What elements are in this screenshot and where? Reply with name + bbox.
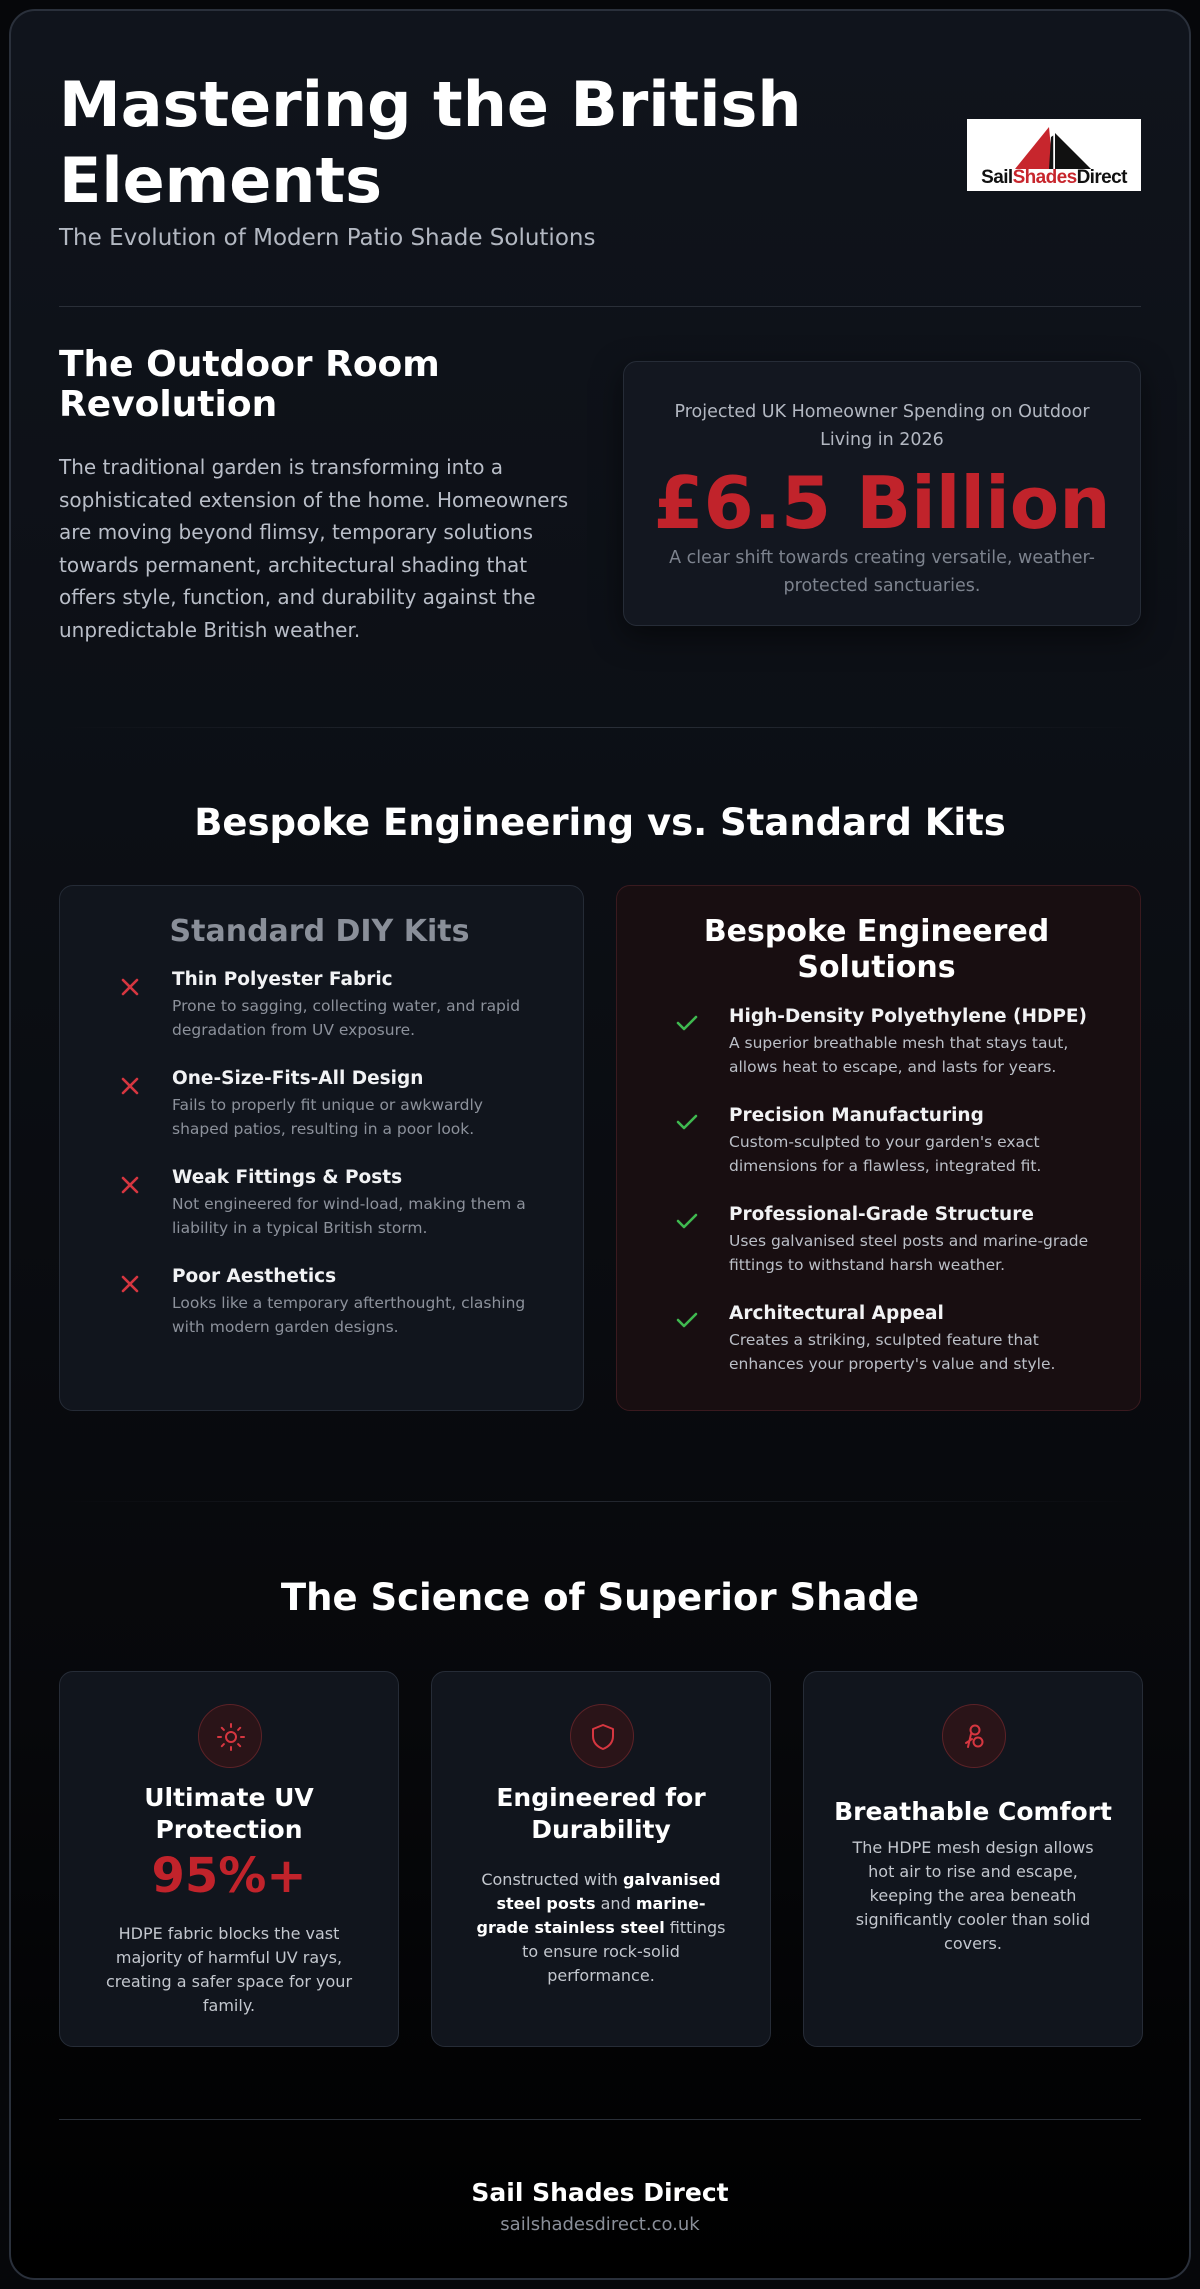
divider — [59, 727, 1141, 728]
item-description: Creates a striking, sculpted feature that enhances your property's value and style. — [729, 1331, 1056, 1373]
list-item — [96, 1265, 543, 1339]
page-title: Mastering the British Elements — [59, 68, 802, 217]
list-item — [653, 1104, 1100, 1178]
item-title: Precision Manufacturing — [729, 1105, 984, 1126]
brand-logo — [967, 119, 1141, 191]
list-item — [653, 1203, 1100, 1277]
cross-icon — [116, 1170, 144, 1198]
item-title: Weak Fittings & Posts — [172, 1167, 403, 1188]
divider — [59, 2119, 1141, 2120]
feature-title: Engineered for Durability — [496, 1783, 706, 1844]
spending-stat-card — [623, 361, 1141, 626]
item-description: Custom-sculpted to your garden's exact dimensions for a flawless, integrated fit. — [729, 1133, 1042, 1175]
list-item — [653, 1005, 1100, 1079]
footer-brand-name: Sail Shades Direct — [471, 2178, 729, 2207]
feature-description: Constructed with galvanised steel posts and marine-grade stainless steel fittings to ensure rock-solid performance. — [476, 1870, 726, 1985]
item-title: Thin Polyester Fabric — [172, 969, 393, 990]
card-title: Standard DIY Kits — [169, 914, 470, 949]
item-title: Architectural Appeal — [729, 1303, 944, 1324]
check-icon — [673, 1108, 701, 1136]
logo-wordmark: SailShadesDirect — [981, 167, 1127, 188]
page-frame — [9, 9, 1191, 2280]
feature-card-breathable — [803, 1671, 1143, 2047]
cross-icon — [116, 1269, 144, 1297]
feature-description: HDPE fabric blocks the vast majority of harmful UV rays, creating a safer space for your family. — [105, 1924, 353, 2015]
stat-note: A clear shift towards creating versatile, weather-protected sanctuaries. — [669, 548, 1095, 596]
feature-description: The HDPE mesh design allows hot air to rise and escape, keeping the area beneath significantly cooler than solid covers. — [852, 1838, 1094, 1953]
sun-icon — [198, 1704, 262, 1768]
section-heading-outdoor-room: The Outdoor Room Revolution — [59, 344, 440, 425]
check-icon — [673, 1306, 701, 1334]
item-description: Prone to sagging, collecting water, and rapid degradation from UV exposure. — [172, 997, 521, 1039]
cross-icon — [116, 1071, 144, 1099]
divider — [59, 1501, 1141, 1502]
list-item — [653, 1302, 1100, 1376]
bespoke-solutions-card — [616, 885, 1141, 1411]
check-icon — [673, 1009, 701, 1037]
airflow-icon — [942, 1704, 1006, 1768]
item-description: Not engineered for wind-load, making them a liability in a typical British storm. — [172, 1195, 526, 1237]
item-description: Uses galvanised steel posts and marine-grade fittings to withstand harsh weather. — [729, 1232, 1089, 1274]
item-title: Poor Aesthetics — [172, 1266, 337, 1287]
divider — [59, 306, 1141, 307]
item-title: High-Density Polyethylene (HDPE) — [729, 1006, 1087, 1027]
card-title: Bespoke Engineered Solutions — [703, 914, 1050, 985]
check-icon — [673, 1207, 701, 1235]
shield-icon — [570, 1704, 634, 1768]
list-item — [96, 968, 543, 1042]
sail-logo-icon — [1013, 123, 1093, 169]
item-title: Professional-Grade Structure — [729, 1204, 1034, 1225]
intro-paragraph: The traditional garden is transforming into a sophisticated extension of the home. Homeowners are moving beyond flimsy, temporary solutions towards permanent, architectural shading that offers style, function, and durability against the unpredictable British weather. — [59, 455, 569, 642]
standard-kits-card — [59, 885, 584, 1411]
feature-stat: 95%+ — [151, 1848, 307, 1904]
feature-title: Ultimate UV Protection — [144, 1783, 314, 1844]
footer-website[interactable]: sailshadesdirect.co.uk — [500, 2214, 700, 2235]
stat-label: Projected UK Homeowner Spending on Outdoor Living in 2026 — [674, 402, 1090, 450]
item-title: One-Size-Fits-All Design — [172, 1068, 424, 1089]
feature-card-durability — [431, 1671, 771, 2047]
section-heading-science: The Science of Superior Shade — [280, 1576, 920, 1619]
section-heading-comparison: Bespoke Engineering vs. Standard Kits — [194, 801, 1006, 844]
stat-value: £6.5 Billion — [653, 461, 1111, 545]
item-description: A superior breathable mesh that stays taut, allows heat to escape, and lasts for years. — [729, 1034, 1069, 1076]
feature-card-uv — [59, 1671, 399, 2047]
cross-icon — [116, 972, 144, 1000]
page-content — [59, 11, 1141, 2278]
page-subtitle: The Evolution of Modern Patio Shade Solutions — [59, 225, 596, 251]
feature-title: Breathable Comfort — [834, 1797, 1112, 1826]
list-item — [96, 1067, 543, 1141]
item-description: Fails to properly fit unique or awkwardly shaped patios, resulting in a poor look. — [172, 1096, 483, 1138]
item-description: Looks like a temporary afterthought, clashing with modern garden designs. — [172, 1294, 526, 1336]
list-item — [96, 1166, 543, 1240]
